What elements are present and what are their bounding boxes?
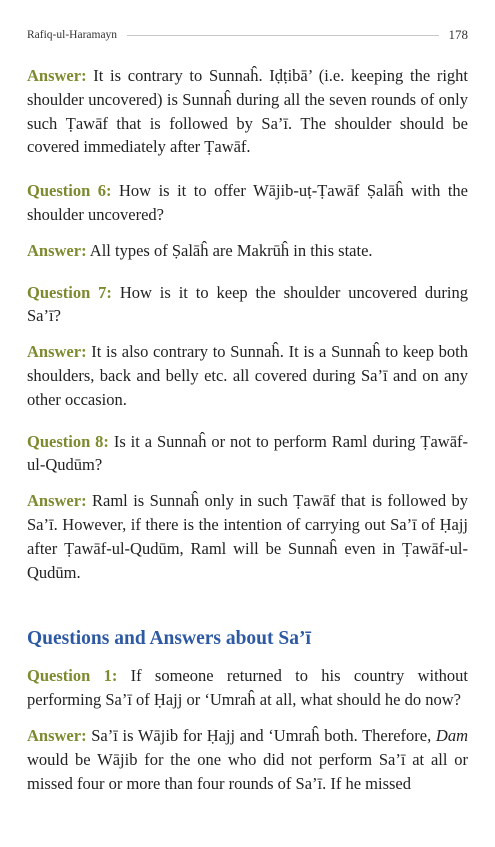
answer-label: Answer: — [27, 342, 87, 362]
answer-paragraph — [27, 64, 468, 159]
question-label: Question 6: — [27, 181, 112, 201]
answer-label: Answer: — [27, 240, 87, 260]
running-title: Rafiq-ul-Haramayn — [27, 29, 118, 41]
question-label: Question 1: — [27, 666, 118, 686]
answer-paragraph — [27, 340, 468, 411]
section-heading: Questions and Answers about Sa’ī — [27, 628, 311, 650]
answer-text: It is contrary to Sunnaĥ. Iḍṭibā’ (i.e. keeping the right shoulder uncovered) is Sunnaĥ during all the seven rounds of only such Ṭawāf that is followed by Sa’ī. The shoulder should be covered immediately after Ṭawāf. — [27, 66, 468, 157]
question-paragraph — [27, 664, 468, 712]
answer-text: Raml is Sunnaĥ only in such Ṭawāf that is followed by Sa’ī. However, if there is the intention of carrying out Sa’ī of Ḥajj after Ṭawāf-ul-Qudūm, Raml will be Sunnaĥ even in Ṭawāf-ul-Qudūm. — [27, 491, 469, 582]
answer-paragraph — [27, 239, 468, 263]
page-number: 178 — [448, 27, 468, 42]
answer-paragraph — [27, 724, 468, 795]
answer-paragraph — [27, 489, 468, 584]
question-text: If someone returned to his country without performing Sa’ī of Ḥajj or ‘Umraĥ at all, what should he do now? — [27, 666, 468, 710]
answer-label: Answer: — [27, 66, 87, 85]
question-paragraph — [27, 179, 468, 227]
question-label: Question 7: — [27, 282, 112, 302]
answer-label: Answer: — [27, 491, 87, 511]
question-text: How is it to offer Wājib-uṭ-Ṭawāf Ṣalāĥ with the shoulder uncovered? — [27, 181, 468, 224]
header-rule — [127, 35, 438, 36]
answer-text-after: would be Wājib for the one who did not perform Sa’ī at all or missed four or more than four rounds of Sa’ī. If he missed — [27, 749, 468, 793]
question-paragraph — [27, 281, 468, 329]
answer-text-before: Sa’ī is Wājib for Ḥajj and ‘Umraĥ both. Therefore, — [91, 725, 432, 745]
answer-text: All types of Ṣalāĥ are Makrūĥ in this state. — [89, 240, 373, 260]
question-paragraph — [27, 430, 468, 478]
answer-label: Answer: — [27, 725, 87, 745]
question-label: Question 8: — [27, 431, 109, 451]
question-text: Is it a Sunnaĥ or not to perform Raml during Ṭawāf-ul-Qudūm? — [27, 431, 469, 475]
answer-emphasis: Dam — [435, 725, 469, 745]
page-header — [27, 27, 468, 43]
answer-text: It is also contrary to Sunnaĥ. It is a Sunnaĥ to keep both shoulders, back and belly etc. all covered during Sa’ī and on any other occasion. — [27, 342, 468, 409]
question-text: How is it to keep the shoulder uncovered during Sa’ī? — [27, 282, 468, 326]
page-body — [27, 64, 468, 795]
